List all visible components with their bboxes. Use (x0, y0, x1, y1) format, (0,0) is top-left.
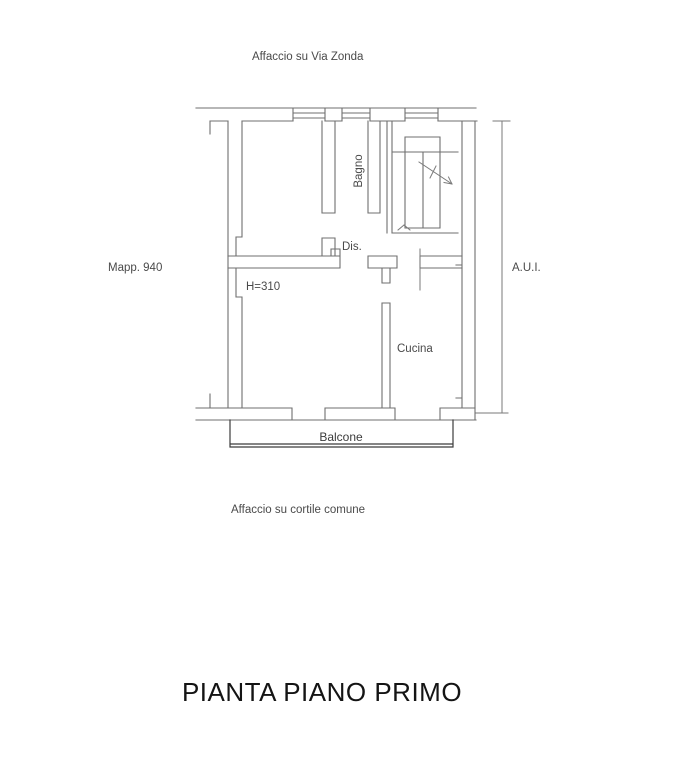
annotation-left-mappale: Mapp. 940 (108, 262, 163, 274)
cucina-wall (382, 268, 390, 408)
annotation-right-aui: A.U.I. (512, 262, 541, 274)
annotation-top: Affaccio su Via Zonda (252, 51, 364, 63)
left-wall (228, 121, 242, 408)
bagno-walls (322, 121, 380, 256)
drawing-title: PIANTA PIANO PRIMO (181, 677, 463, 707)
room-label-dis: Dis. (342, 241, 362, 253)
room-label-bagno: Bagno (353, 154, 365, 188)
right-wall (456, 121, 475, 420)
bottom-wall (196, 408, 476, 420)
stair-direction-arrow (398, 162, 452, 230)
staircase (387, 121, 458, 233)
windows (293, 108, 438, 121)
annotation-bottom: Affaccio su cortile comune (231, 504, 366, 516)
interior-walls (228, 121, 462, 408)
room-label-cucina: Cucina (397, 343, 433, 355)
neighbor-outline (476, 121, 510, 413)
stair-walls (387, 121, 458, 233)
dimension-note: H=310 (246, 281, 281, 293)
top-wall (196, 108, 477, 408)
entrance-wall (420, 256, 462, 268)
room-label-balcone: Balcone (319, 430, 363, 444)
dividing-wall (228, 249, 397, 268)
